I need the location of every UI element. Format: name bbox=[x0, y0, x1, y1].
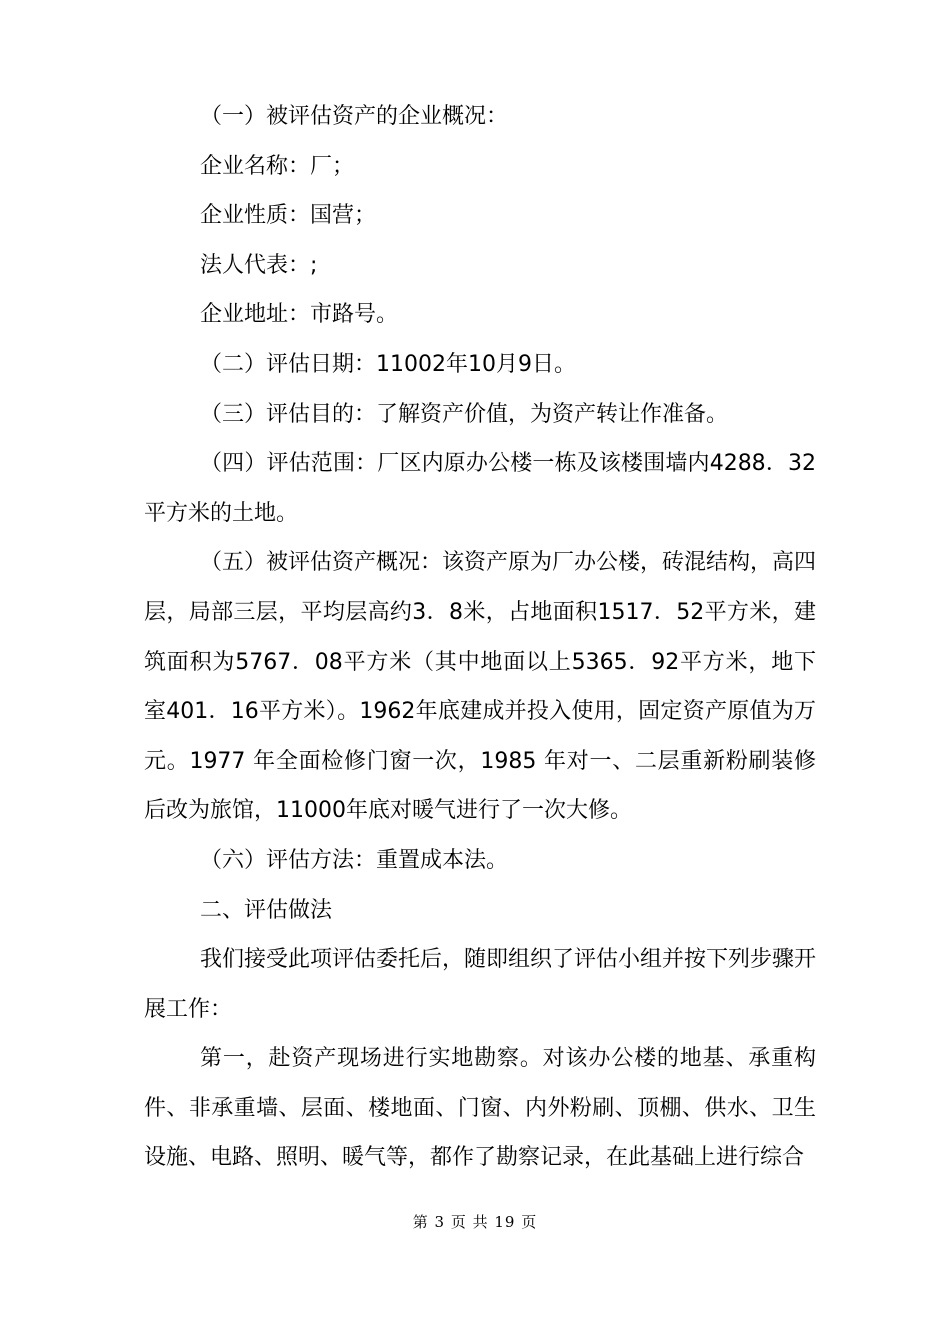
company-name-line: 企业名称：厂； bbox=[200, 153, 355, 179]
evaluation-date-paragraph: （二）评估日期：11002年10月9日。 bbox=[200, 351, 576, 377]
document-body bbox=[144, 92, 816, 1183]
evaluation-scope-paragraph: （四）评估范围：厂区内原办公楼一栋及该楼围墙内4288．32平方米的土地。 bbox=[144, 451, 816, 526]
section-2-heading: 二、评估做法 bbox=[200, 897, 333, 923]
asset-overview-paragraph: （五）被评估资产概况：该资产原为厂办公楼，砖混结构，高四层，局部三层，平均层高约3．8米，占地面积1517．52平方米，建筑面积为5767．08平方米（其中地面以上5365．92平方米，地下室401．16平方米）。1962年底建成并投入使用，固定资产原值为万元。1977 年全面检修门窗一次，1985 年对一、二层重新粉刷装修后改为旅馆，11000年底对暖气进行了一次大修。 bbox=[144, 550, 817, 824]
workflow-intro-paragraph: 我们接受此项评估委托后，随即组织了评估小组并按下列步骤开展工作： bbox=[144, 947, 817, 1022]
legal-representative-line: 法人代表：; bbox=[200, 252, 318, 278]
company-nature-line: 企业性质：国营； bbox=[200, 203, 377, 229]
page-number-footer: 第 3 页 共 19 页 bbox=[412, 1213, 538, 1231]
step-one-paragraph: 第一，赴资产现场进行实地勘察。对该办公楼的地基、承重构件、非承重墙、层面、楼地面、门窗、内外粉刷、顶棚、供水、卫生设施、电路、照明、暖气等，都作了勘察记录，在此基础上进行综合 bbox=[144, 1046, 816, 1171]
evaluation-method-paragraph: （六）评估方法：重置成本法。 bbox=[200, 847, 509, 873]
evaluation-purpose-paragraph: （三）评估目的：了解资产价值，为资产转让作准备。 bbox=[200, 401, 729, 427]
company-address-line: 企业地址：市路号。 bbox=[200, 302, 399, 328]
section-1-heading: （一）被评估资产的企业概况： bbox=[200, 104, 509, 129]
